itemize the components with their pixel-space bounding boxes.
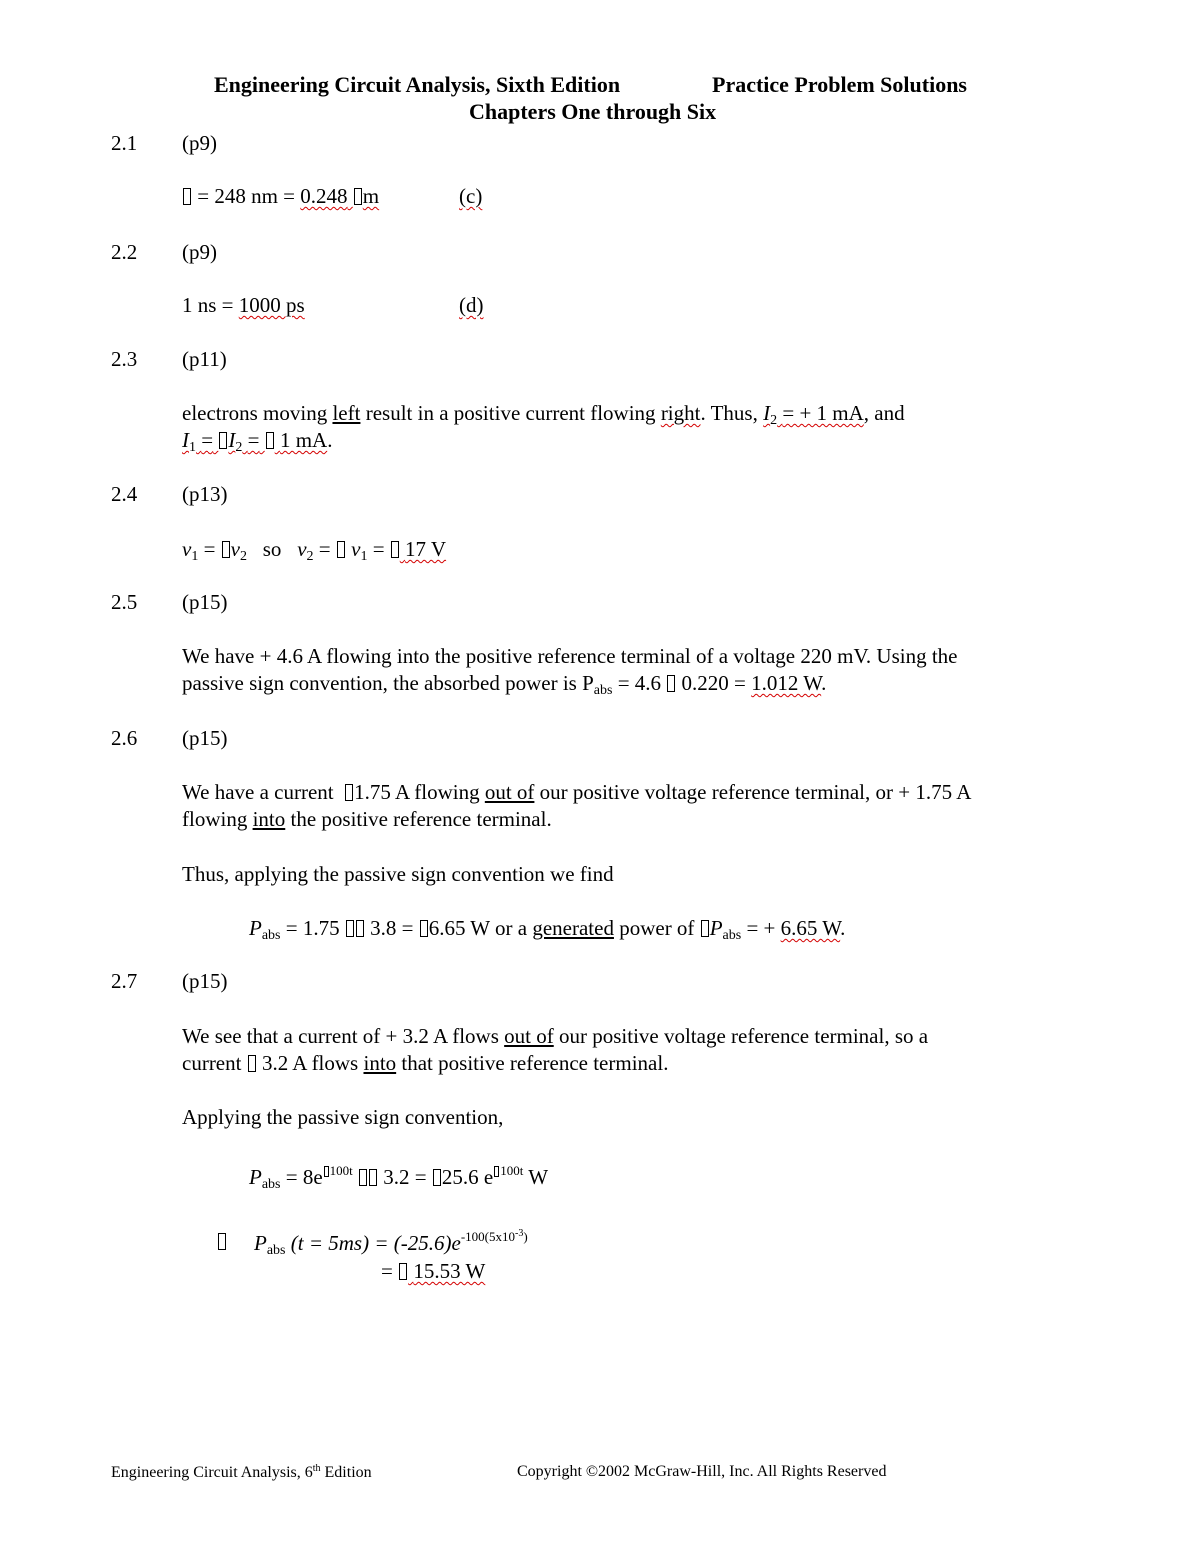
solution-2-7-line1: We see that a current of + 3.2 A flows out of our positive voltage reference terminal, so a <box>182 1024 929 1048</box>
solution-2-5-line1: We have + 4.6 A flowing into the positive reference terminal of a voltage 220 mV. Using the <box>182 644 958 668</box>
answer: 1000 ps <box>238 293 305 317</box>
problem-page-ref: (p15) <box>182 726 228 750</box>
answer-choice: (d) <box>459 293 484 317</box>
book-title: Engineering Circuit Analysis, Sixth Edition <box>214 72 621 97</box>
answer: 15.53 W <box>398 1259 485 1283</box>
problem-number: 2.4 <box>111 482 138 506</box>
solution-2-1: = 248 nm = 0.248 m <box>182 183 379 210</box>
solution-2-7-line3: Applying the passive sign convention, <box>182 1105 504 1129</box>
answer: 6.65 W <box>780 916 841 940</box>
problem-page-ref: (p11) <box>182 347 227 371</box>
solution-2-7-equation2: $P_{abs}$ $(t = 5ms) = (-25.6)e^{-100(5x10^{-3})}$ <box>254 1228 528 1258</box>
problem-number: 2.1 <box>111 131 138 155</box>
solution-2-7-equation1: $P_{abs} = 8e$ $^{100t}$ 3.2 = 25.6 e $^{100t}$ W <box>249 1163 549 1192</box>
solution-2-4: $v_1 = v_2$ so $v_2 = v_1 = 17$ V <box>182 537 447 564</box>
problem-page-ref: (p15) <box>182 590 228 614</box>
missing-glyph-box <box>183 188 191 205</box>
problem-number: 2.3 <box>111 347 138 371</box>
doc-title: Practice Problem Solutions <box>712 72 967 97</box>
answer: 1.012 W <box>751 671 822 695</box>
problem-number: 2.6 <box>111 726 138 750</box>
answer: 0.248 m <box>300 184 380 208</box>
solution-2-7-equation3: = 15.53 W <box>381 1259 486 1283</box>
problem-page-ref: (p13) <box>182 482 228 506</box>
footer-left: Engineering Circuit Analysis, 6th Edition <box>111 1463 372 1481</box>
answer: 17 V <box>390 537 446 561</box>
solution-2-6-equation: $P_{abs} = 1.75$ 3.8 = 6.65 W or a generated power of $P_{abs}$ = + 6.65 W. <box>249 916 846 943</box>
solution-2-2: 1 ns = 1000 ps <box>182 293 305 317</box>
problem-page-ref: (p9) <box>182 240 217 264</box>
therefore-symbol <box>217 1228 227 1255</box>
solution-2-3-line1: electrons moving left result in a positive current flowing right. Thus, $I_2$ = + 1 mA, and <box>182 401 905 428</box>
problem-number: 2.5 <box>111 590 138 614</box>
problem-number: 2.2 <box>111 240 138 264</box>
answer-choice: (c) <box>459 184 483 208</box>
answer: $I_1 = I_2 = 1$ mA <box>182 428 328 455</box>
solution-2-6-line2: flowing into the positive reference terminal. <box>182 807 552 831</box>
solution-2-7-line2: current 3.2 A flows into that positive reference terminal. <box>182 1051 669 1075</box>
solution-2-6-line3: Thus, applying the passive sign convention we find <box>182 862 614 886</box>
solution-2-6-line1: We have a current 1.75 A flowing out of our positive voltage reference terminal, or + 1.75 A <box>182 780 972 804</box>
problem-page-ref: (p9) <box>182 131 217 155</box>
solution-2-5-line2: passive sign convention, the absorbed power is $P_{abs} = 4.6$ 0.220 = 1.012 W. <box>182 671 827 698</box>
chapters-subtitle: Chapters One through Six <box>469 99 717 124</box>
answer: $I_2$ = + 1 mA <box>763 401 864 428</box>
problem-page-ref: (p15) <box>182 969 228 993</box>
solution-2-3-line2: $I_1 = I_2 = 1$ mA. <box>182 428 333 455</box>
footer-copyright: Copyright ©2002 McGraw-Hill, Inc. All Rights Reserved <box>517 1463 887 1480</box>
problem-number: 2.7 <box>111 969 138 993</box>
